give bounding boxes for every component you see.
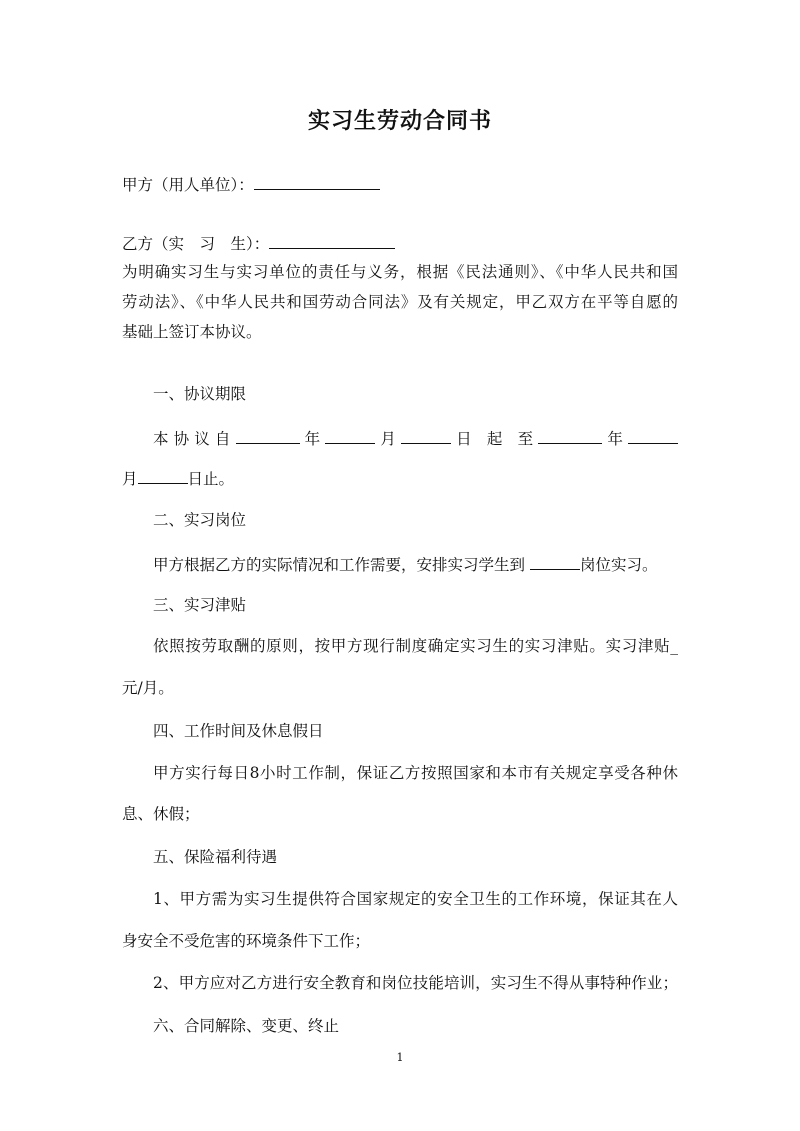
text: 本协议自 [153, 430, 236, 448]
party-a-label: 甲方（用人单位）： [122, 176, 254, 194]
blank [138, 467, 188, 484]
text: 甲方根据乙方的实际情况和工作需要，安排实习学生到 [153, 556, 530, 574]
intro-line: 基础上签订本协议。 [122, 323, 262, 341]
blank [401, 427, 451, 444]
text: 岗位实习。 [579, 556, 658, 574]
paragraph-line: 元/月。 [122, 679, 174, 697]
paragraph-line: 2、甲方应对乙方进行安全教育和岗位技能培训，实习生不得从事特种作业； [153, 974, 678, 992]
blank [236, 427, 300, 444]
party-a-line [122, 173, 678, 195]
intro-line: 为明确实习生与实习单位的责任与义务，根据《民法通则》、《中华人民共和国 [122, 263, 678, 281]
text: 年 [299, 430, 326, 448]
document-title: 实习生劳动合同书 [307, 108, 492, 134]
text: 至 [517, 430, 539, 448]
section-heading: 三、实习津贴 [153, 596, 247, 614]
intro-line: 劳动法》、《中华人民共和国劳动合同法》及有关规定，甲乙双方在平等自愿的 [122, 293, 678, 311]
paragraph-line: 身安全不受危害的环境条件下工作； [122, 932, 371, 950]
blank [628, 427, 678, 444]
party-b-line [122, 232, 678, 254]
text: 月 [122, 470, 138, 488]
page-number: 1 [396, 1051, 404, 1064]
party-b-label: 乙方（实 习 生）： [122, 235, 270, 253]
paragraph-line: 依照按劳取酬的原则，按甲方现行制度确定实习生的实习津贴。实习津贴_ [153, 637, 678, 655]
party-b-blank [269, 232, 395, 249]
section-heading: 一、协议期限 [153, 385, 247, 403]
paragraph-line: 甲方实行每日8小时工作制，保证乙方按照国家和本市有关规定享受各种休 [153, 764, 678, 782]
section-heading: 六、合同解除、变更、终止 [153, 1017, 340, 1035]
text: 起 [486, 430, 508, 448]
term-line [153, 427, 678, 449]
section-heading: 五、保险福利待遇 [153, 848, 278, 866]
paragraph-line: 息、休假； [122, 805, 200, 823]
blank [530, 553, 580, 570]
text: 月 [375, 430, 402, 448]
text: 日止。 [187, 470, 235, 488]
term-line-2 [122, 467, 678, 489]
party-a-blank [254, 173, 380, 190]
section-heading: 二、实习岗位 [153, 511, 247, 529]
blank [538, 427, 602, 444]
blank [325, 427, 375, 444]
text: 日 [451, 430, 477, 448]
position-line [153, 553, 678, 575]
text: 年 [602, 430, 628, 448]
paragraph-line: 1、甲方需为实习生提供符合国家规定的安全卫生的工作环境，保证其在人 [153, 890, 678, 908]
section-heading: 四、工作时间及休息假日 [153, 722, 324, 740]
